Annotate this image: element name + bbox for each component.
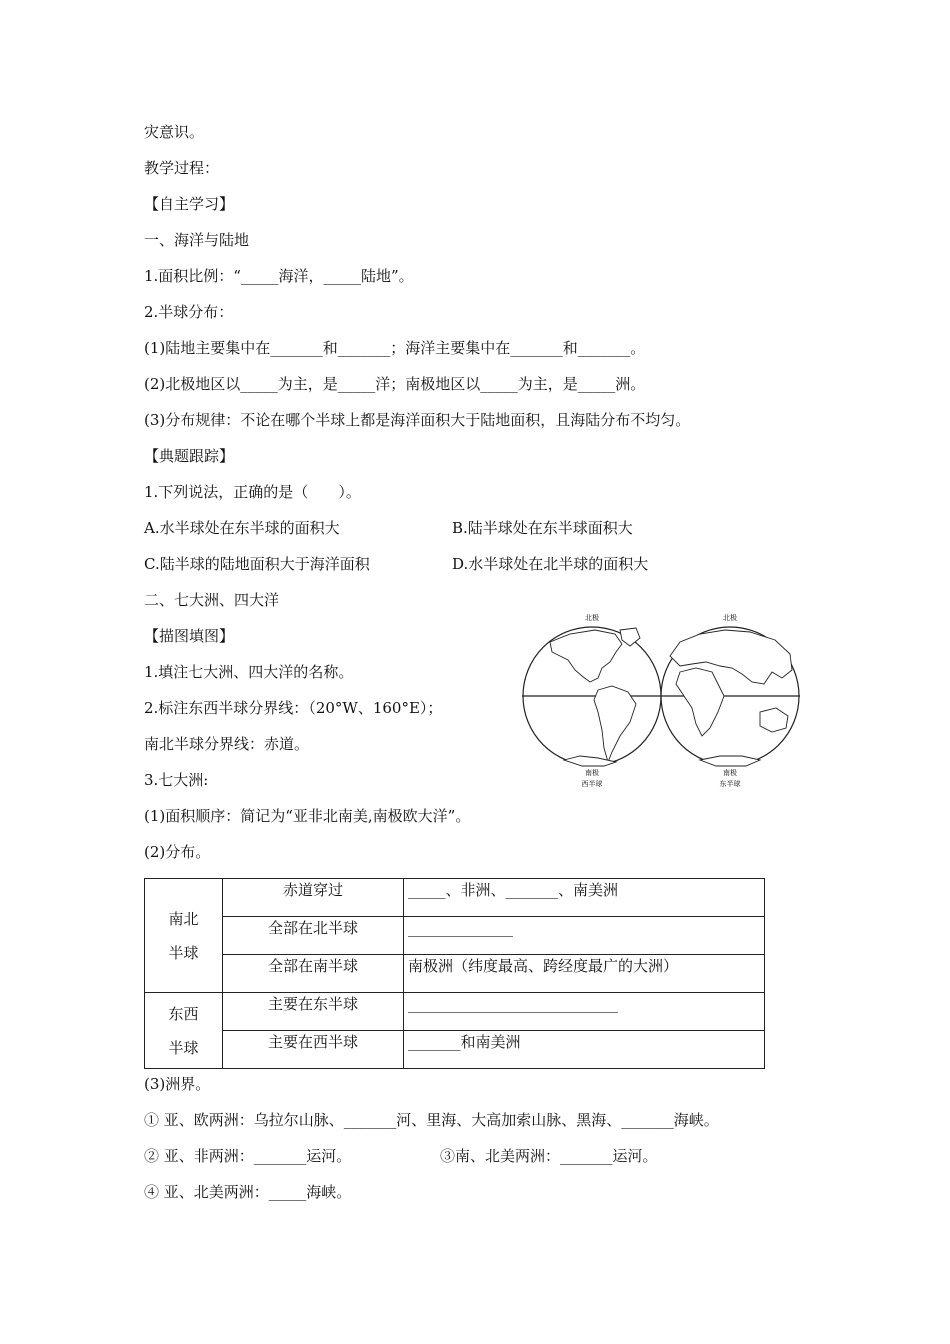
- condition-cell: 赤道穿过: [223, 879, 404, 917]
- text-line: ② 亚、非两洲：_______运河。: [144, 1147, 352, 1165]
- answer-cell: ______________: [404, 917, 765, 955]
- west-north-pole-label: 北极: [585, 614, 599, 622]
- option-c: C.陆半球的陆地面积大于海洋面积: [144, 555, 370, 573]
- east-north-pole-label: 北极: [723, 614, 737, 622]
- group-label: 半球: [168, 943, 199, 962]
- section-heading: 【自主学习】: [144, 195, 235, 213]
- table-row: [145, 917, 765, 955]
- option-a: A.水半球处在东半球的面积大: [144, 519, 340, 537]
- eastern-hemisphere-label: 东半球: [719, 780, 741, 788]
- text-line: ① 亚、欧两洲：乌拉尔山脉、_______河、里海、大高加索山脉、黑海、_______海峡。: [144, 1111, 719, 1129]
- east-south-pole-label: 南极: [723, 769, 737, 777]
- text-line: ③南、北美两洲：_______运河。: [440, 1147, 658, 1165]
- text-line: (3)洲界。: [144, 1075, 211, 1093]
- western-hemisphere-label: 西半球: [581, 780, 603, 788]
- answer-cell: 南极洲（纬度最高、跨经度最广的大洲）: [404, 955, 765, 993]
- table-row: [145, 1031, 765, 1069]
- hemisphere-map: [520, 612, 810, 792]
- answer-cell: _______和南美洲: [404, 1031, 765, 1069]
- condition-cell: 主要在东半球: [223, 993, 404, 1031]
- condition-cell: 主要在西半球: [223, 1031, 404, 1069]
- question-stem: 1.下列说法，正确的是（ ）。: [144, 483, 361, 501]
- text-line: 1.填注七大洲、四大洋的名称。: [144, 663, 354, 681]
- continent-distribution-table: [144, 878, 765, 1069]
- section-heading: 【典题跟踪】: [144, 447, 235, 465]
- group-north-south: [145, 879, 223, 993]
- west-south-pole-label: 南极: [585, 769, 599, 777]
- answer-cell: _____、非洲、_______、南美洲: [404, 879, 765, 917]
- text-line: 南北半球分界线：赤道。: [144, 735, 310, 753]
- text-line: ④ 亚、北美两洲：_____海峡。: [144, 1183, 352, 1201]
- text-line: (1)面积顺序：简记为“亚非北南美,南极欧大洋”。: [144, 807, 471, 825]
- group-label: 南北: [168, 909, 199, 928]
- option-b: B.陆半球处在东半球面积大: [452, 519, 633, 537]
- table-row: [145, 955, 765, 993]
- section-heading: 二、七大洲、四大洋: [144, 591, 280, 609]
- north-america-shape: [550, 630, 622, 682]
- group-east-west: [145, 993, 223, 1069]
- text-line: (3)分布规律：不论在哪个半球上都是海洋面积大于陆地面积，且海陆分布不均匀。: [144, 411, 691, 429]
- condition-cell: 全部在南半球: [223, 955, 404, 993]
- section-heading: 一、海洋与陆地: [144, 231, 250, 249]
- condition-cell: 全部在北半球: [223, 917, 404, 955]
- text-line: (2)分布。: [144, 843, 211, 861]
- section-heading: 教学过程：: [144, 159, 220, 177]
- option-d: D.水半球处在北半球的面积大: [452, 555, 649, 573]
- australia-shape: [760, 708, 788, 732]
- antarctica-east-shape: [700, 756, 760, 766]
- section-heading: 【描图填图】: [144, 627, 235, 645]
- text-line: 2.标注东西半球分界线：（20°W、160°E）；: [144, 699, 443, 717]
- group-label: 半球: [168, 1038, 199, 1057]
- text-line: (1)陆地主要集中在_______和_______；海洋主要集中在_______和_______。: [144, 339, 646, 357]
- text-line: 灾意识。: [144, 123, 205, 141]
- table-row: [145, 879, 765, 917]
- text-line: 2.半球分布：: [144, 303, 234, 321]
- south-america-shape: [594, 686, 636, 762]
- text-line: 3.七大洲:: [144, 771, 209, 789]
- answer-cell: ____________________________: [404, 993, 765, 1031]
- africa-shape: [676, 668, 724, 736]
- text-line: (2)北极地区以_____为主，是_____洋；南极地区以_____为主，是_____洲。: [144, 375, 646, 393]
- group-label: 东西: [168, 1004, 199, 1023]
- table-row: [145, 993, 765, 1031]
- text-line: 1.面积比例：“_____海洋，_____陆地”。: [144, 267, 414, 285]
